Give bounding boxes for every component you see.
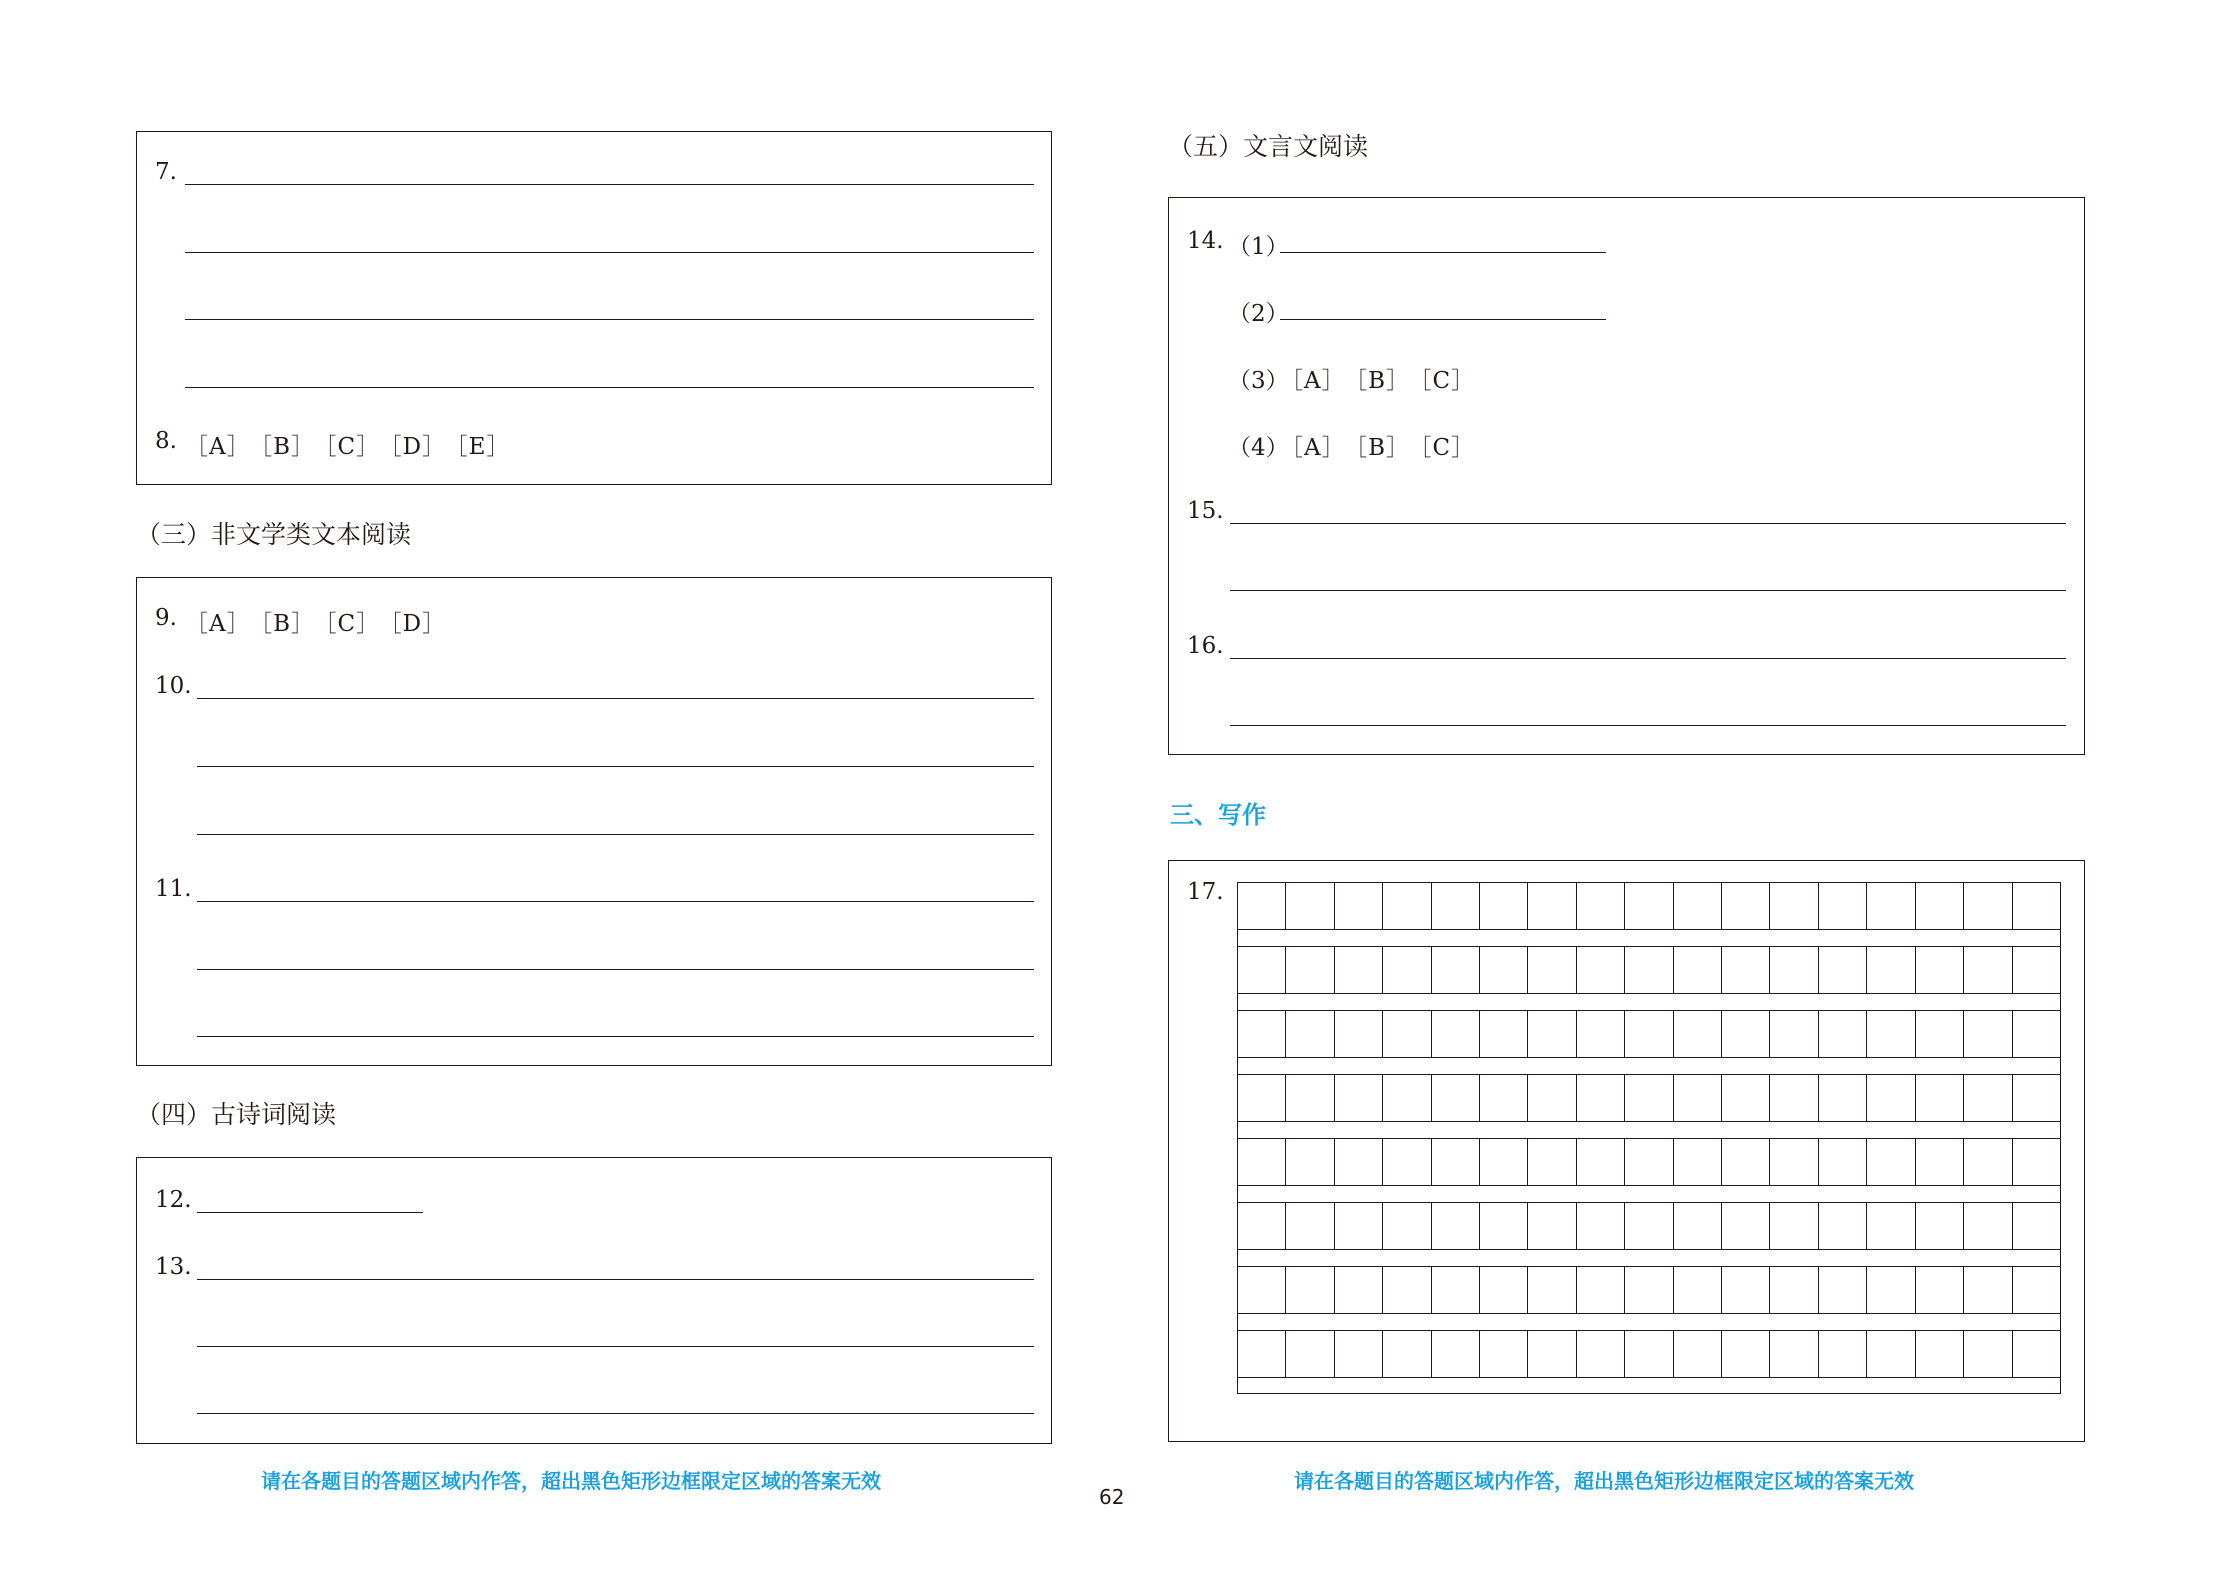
choice-8-d[interactable]: ［D］ xyxy=(390,434,447,460)
grid-cell[interactable] xyxy=(1674,1267,1722,1313)
answer-line-16-2[interactable] xyxy=(1230,725,2066,726)
grid-cell[interactable] xyxy=(1867,1075,1915,1121)
choice-8-c[interactable]: ［C］ xyxy=(325,434,381,460)
grid-cell[interactable] xyxy=(2013,1075,2060,1121)
grid-cell[interactable] xyxy=(1286,1011,1334,1057)
grid-spacer xyxy=(1237,1314,2061,1330)
choice-14-4-a[interactable]: ［A］ xyxy=(1280,435,1346,461)
answer-line-14-1[interactable] xyxy=(1280,252,1606,253)
question-number-15: 15. xyxy=(1187,498,1224,524)
question-number-11: 11. xyxy=(155,876,192,902)
sub-item-14-4: （4） xyxy=(1228,435,1289,461)
choice-group-14-3 xyxy=(1280,362,1485,395)
grid-cell[interactable] xyxy=(1286,1331,1334,1377)
grid-cell[interactable] xyxy=(2013,1267,2060,1313)
answer-line-15-2[interactable] xyxy=(1230,590,2066,591)
grid-cell[interactable] xyxy=(1528,947,1576,993)
grid-cell[interactable] xyxy=(1867,1139,1915,1185)
grid-cell[interactable] xyxy=(1286,947,1334,993)
grid-cell[interactable] xyxy=(1238,1139,1286,1185)
grid-cell[interactable] xyxy=(1722,1075,1770,1121)
grid-spacer xyxy=(1237,1058,2061,1074)
grid-cell[interactable] xyxy=(1674,1075,1722,1121)
grid-cell[interactable] xyxy=(1577,1011,1625,1057)
composition-grid xyxy=(1237,882,2061,1394)
grid-cell[interactable] xyxy=(1625,1011,1673,1057)
grid-cell[interactable] xyxy=(1286,1139,1334,1185)
grid-cell[interactable] xyxy=(1383,1331,1431,1377)
grid-cell[interactable] xyxy=(1432,1331,1480,1377)
grid-cell[interactable] xyxy=(1480,947,1528,993)
answer-box-q9-q11 xyxy=(136,577,1052,1066)
choice-14-3-c[interactable]: ［C］ xyxy=(1420,368,1476,394)
answer-line-11-1[interactable] xyxy=(197,901,1034,902)
grid-spacer xyxy=(1237,1122,2061,1138)
grid-cell[interactable] xyxy=(1770,1011,1818,1057)
answer-box-q14-q16 xyxy=(1168,197,2085,755)
grid-cell[interactable] xyxy=(1867,1331,1915,1377)
grid-spacer xyxy=(1237,994,2061,1010)
grid-spacer xyxy=(1237,1186,2061,1202)
grid-cell[interactable] xyxy=(1286,1075,1334,1121)
grid-row xyxy=(1237,1330,2061,1378)
grid-cell[interactable] xyxy=(1480,1331,1528,1377)
grid-cell[interactable] xyxy=(1625,1331,1673,1377)
grid-cell[interactable] xyxy=(1674,1203,1722,1249)
answer-line-11-3[interactable] xyxy=(197,1036,1034,1037)
grid-cell[interactable] xyxy=(1964,1075,2012,1121)
grid-cell[interactable] xyxy=(2013,947,2060,993)
grid-cell[interactable] xyxy=(1286,883,1334,929)
grid-cell[interactable] xyxy=(1819,1011,1867,1057)
choice-14-4-c[interactable]: ［C］ xyxy=(1420,435,1476,461)
grid-cell[interactable] xyxy=(1722,1267,1770,1313)
grid-cell[interactable] xyxy=(1819,883,1867,929)
answer-line-10-2[interactable] xyxy=(197,766,1034,767)
sub-item-14-2: （2） xyxy=(1228,301,1289,327)
grid-cell[interactable] xyxy=(1722,1011,1770,1057)
grid-cell[interactable] xyxy=(1432,1267,1480,1313)
grid-row xyxy=(1237,946,2061,994)
grid-cell[interactable] xyxy=(1770,1267,1818,1313)
grid-row xyxy=(1237,1266,2061,1314)
grid-cell[interactable] xyxy=(1238,1267,1286,1313)
grid-cell[interactable] xyxy=(1916,1075,1964,1121)
answer-line-13-1[interactable] xyxy=(197,1279,1034,1280)
grid-cell[interactable] xyxy=(1577,1203,1625,1249)
grid-cell[interactable] xyxy=(1528,1331,1576,1377)
grid-spacer xyxy=(1237,1378,2061,1394)
grid-cell[interactable] xyxy=(1770,947,1818,993)
section-title-5: （五）文言文阅读 xyxy=(1168,132,1369,161)
question-number-8: 8. xyxy=(155,428,177,454)
choice-9-c[interactable]: ［C］ xyxy=(325,611,381,637)
answer-line-7-3[interactable] xyxy=(185,319,1034,320)
question-number-16: 16. xyxy=(1187,633,1224,659)
choice-group-14-4 xyxy=(1280,429,1485,462)
grid-cell[interactable] xyxy=(1964,883,2012,929)
grid-cell[interactable] xyxy=(1674,1139,1722,1185)
grid-cell[interactable] xyxy=(1964,1139,2012,1185)
grid-cell[interactable] xyxy=(1722,1139,1770,1185)
sub-item-14-1: （1） xyxy=(1228,234,1289,260)
answer-line-10-3[interactable] xyxy=(197,834,1034,835)
grid-cell[interactable] xyxy=(1819,1139,1867,1185)
grid-cell[interactable] xyxy=(1625,883,1673,929)
answer-line-16-1[interactable] xyxy=(1230,658,2066,659)
grid-cell[interactable] xyxy=(1867,1011,1915,1057)
grid-cell[interactable] xyxy=(1335,1267,1383,1313)
question-number-7: 7. xyxy=(155,159,177,185)
question-number-14: 14. xyxy=(1187,228,1224,254)
choice-9-d[interactable]: ［D］ xyxy=(390,611,447,637)
writing-section-heading: 三、写作 xyxy=(1170,801,1266,829)
grid-cell[interactable] xyxy=(1383,947,1431,993)
choice-14-4-b[interactable]: ［B］ xyxy=(1355,435,1411,461)
grid-cell[interactable] xyxy=(1916,1331,1964,1377)
grid-cell[interactable] xyxy=(1238,1331,1286,1377)
grid-spacer xyxy=(1237,930,2061,946)
grid-cell[interactable] xyxy=(2013,1203,2060,1249)
grid-row xyxy=(1237,1010,2061,1058)
grid-cell[interactable] xyxy=(1335,1011,1383,1057)
choice-9-b[interactable]: ［B］ xyxy=(260,611,316,637)
grid-cell[interactable] xyxy=(1674,1011,1722,1057)
grid-cell[interactable] xyxy=(1722,1331,1770,1377)
grid-cell[interactable] xyxy=(1432,883,1480,929)
grid-cell[interactable] xyxy=(1577,1267,1625,1313)
answer-line-7-1[interactable] xyxy=(185,184,1034,185)
choice-group-8 xyxy=(185,428,520,461)
grid-cell[interactable] xyxy=(1480,1075,1528,1121)
section-title-4: （四）古诗词阅读 xyxy=(136,1100,337,1129)
grid-cell[interactable] xyxy=(1916,1267,1964,1313)
grid-cell[interactable] xyxy=(1577,1331,1625,1377)
grid-cell[interactable] xyxy=(1722,883,1770,929)
grid-cell[interactable] xyxy=(1383,1267,1431,1313)
grid-cell[interactable] xyxy=(1916,1203,1964,1249)
grid-cell[interactable] xyxy=(1383,1139,1431,1185)
grid-cell[interactable] xyxy=(1480,883,1528,929)
answer-line-7-2[interactable] xyxy=(185,252,1034,253)
grid-cell[interactable] xyxy=(1770,1139,1818,1185)
grid-row xyxy=(1237,882,2061,930)
grid-cell[interactable] xyxy=(1335,947,1383,993)
grid-cell[interactable] xyxy=(1432,1011,1480,1057)
grid-cell[interactable] xyxy=(1238,883,1286,929)
grid-cell[interactable] xyxy=(1238,1011,1286,1057)
grid-cell[interactable] xyxy=(1964,1011,2012,1057)
grid-cell[interactable] xyxy=(1528,1075,1576,1121)
grid-cell[interactable] xyxy=(1625,1203,1673,1249)
grid-cell[interactable] xyxy=(1335,883,1383,929)
choice-9-a[interactable]: ［A］ xyxy=(185,611,251,637)
grid-cell[interactable] xyxy=(1819,947,1867,993)
grid-cell[interactable] xyxy=(1964,947,2012,993)
grid-cell[interactable] xyxy=(1480,1203,1528,1249)
grid-cell[interactable] xyxy=(1528,883,1576,929)
grid-cell[interactable] xyxy=(1867,883,1915,929)
grid-cell[interactable] xyxy=(1383,1011,1431,1057)
grid-cell[interactable] xyxy=(1577,1075,1625,1121)
grid-cell[interactable] xyxy=(1335,1075,1383,1121)
answer-line-11-2[interactable] xyxy=(197,969,1034,970)
grid-cell[interactable] xyxy=(1916,883,1964,929)
answer-box-q12-q13 xyxy=(136,1157,1052,1444)
grid-cell[interactable] xyxy=(1770,1331,1818,1377)
grid-cell[interactable] xyxy=(1770,1075,1818,1121)
grid-cell[interactable] xyxy=(1819,1267,1867,1313)
grid-cell[interactable] xyxy=(1916,1139,1964,1185)
grid-cell[interactable] xyxy=(1625,1075,1673,1121)
grid-cell[interactable] xyxy=(1238,1075,1286,1121)
grid-cell[interactable] xyxy=(1480,1267,1528,1313)
footer-notice-left: 请在各题目的答题区域内作答，超出黑色矩形边框限定区域的答案无效 xyxy=(261,1469,881,1493)
question-number-10: 10. xyxy=(155,673,192,699)
sub-item-14-3: （3） xyxy=(1228,368,1289,394)
grid-cell[interactable] xyxy=(1819,1075,1867,1121)
question-number-12: 12. xyxy=(155,1187,192,1213)
grid-cell[interactable] xyxy=(1770,1203,1818,1249)
grid-cell[interactable] xyxy=(1722,1203,1770,1249)
grid-cell[interactable] xyxy=(1238,947,1286,993)
question-number-9: 9. xyxy=(155,605,177,631)
grid-cell[interactable] xyxy=(1964,1267,2012,1313)
grid-cell[interactable] xyxy=(1383,883,1431,929)
section-title-3: （三）非文学类文本阅读 xyxy=(136,520,412,549)
grid-cell[interactable] xyxy=(1528,1203,1576,1249)
grid-cell[interactable] xyxy=(1916,1011,1964,1057)
grid-row xyxy=(1237,1138,2061,1186)
answer-line-7-4[interactable] xyxy=(185,387,1034,388)
grid-cell[interactable] xyxy=(1286,1203,1334,1249)
grid-cell[interactable] xyxy=(1867,1267,1915,1313)
grid-cell[interactable] xyxy=(1964,1203,2012,1249)
grid-cell[interactable] xyxy=(1432,1139,1480,1185)
grid-cell[interactable] xyxy=(1625,1267,1673,1313)
grid-cell[interactable] xyxy=(1335,1331,1383,1377)
grid-cell[interactable] xyxy=(1577,947,1625,993)
footer-notice-right: 请在各题目的答题区域内作答，超出黑色矩形边框限定区域的答案无效 xyxy=(1294,1469,1914,1493)
grid-cell[interactable] xyxy=(1770,883,1818,929)
grid-cell[interactable] xyxy=(1528,1011,1576,1057)
grid-cell[interactable] xyxy=(1867,947,1915,993)
grid-cell[interactable] xyxy=(1383,1203,1431,1249)
grid-cell[interactable] xyxy=(1335,1203,1383,1249)
question-number-17: 17. xyxy=(1187,879,1224,905)
grid-cell[interactable] xyxy=(2013,1011,2060,1057)
grid-cell[interactable] xyxy=(1432,947,1480,993)
grid-cell[interactable] xyxy=(2013,1331,2060,1377)
grid-cell[interactable] xyxy=(1528,1139,1576,1185)
answer-line-13-2[interactable] xyxy=(197,1346,1034,1347)
answer-line-12[interactable] xyxy=(197,1212,423,1213)
grid-cell[interactable] xyxy=(1916,947,1964,993)
grid-cell[interactable] xyxy=(1335,1139,1383,1185)
grid-cell[interactable] xyxy=(1625,947,1673,993)
grid-cell[interactable] xyxy=(1528,1267,1576,1313)
grid-cell[interactable] xyxy=(1964,1331,2012,1377)
grid-cell[interactable] xyxy=(1674,883,1722,929)
grid-cell[interactable] xyxy=(1480,1139,1528,1185)
choice-8-a[interactable]: ［A］ xyxy=(185,434,251,460)
choice-group-9 xyxy=(185,605,456,638)
grid-cell[interactable] xyxy=(1819,1331,1867,1377)
grid-cell[interactable] xyxy=(1625,1139,1673,1185)
question-number-13: 13. xyxy=(155,1254,192,1280)
grid-cell[interactable] xyxy=(1577,1139,1625,1185)
grid-cell[interactable] xyxy=(1722,947,1770,993)
choice-14-3-a[interactable]: ［A］ xyxy=(1280,368,1346,394)
grid-cell[interactable] xyxy=(1238,1203,1286,1249)
grid-cell[interactable] xyxy=(1577,883,1625,929)
grid-cell[interactable] xyxy=(1674,947,1722,993)
grid-cell[interactable] xyxy=(1432,1203,1480,1249)
answer-line-13-3[interactable] xyxy=(197,1413,1034,1414)
grid-spacer xyxy=(1237,1250,2061,1266)
grid-row xyxy=(1237,1074,2061,1122)
choice-14-3-b[interactable]: ［B］ xyxy=(1355,368,1411,394)
choice-8-b[interactable]: ［B］ xyxy=(260,434,316,460)
choice-8-e[interactable]: ［E］ xyxy=(456,434,511,460)
answer-line-14-2[interactable] xyxy=(1280,319,1606,320)
grid-row xyxy=(1237,1202,2061,1250)
grid-cell[interactable] xyxy=(1480,1011,1528,1057)
grid-cell[interactable] xyxy=(1867,1203,1915,1249)
grid-cell[interactable] xyxy=(2013,883,2060,929)
grid-cell[interactable] xyxy=(1674,1331,1722,1377)
grid-cell[interactable] xyxy=(1383,1075,1431,1121)
grid-cell[interactable] xyxy=(2013,1139,2060,1185)
grid-cell[interactable] xyxy=(1432,1075,1480,1121)
grid-cell[interactable] xyxy=(1819,1203,1867,1249)
answer-line-15-1[interactable] xyxy=(1230,523,2066,524)
answer-line-10-1[interactable] xyxy=(197,698,1034,699)
page-number: 62 xyxy=(1099,1485,1125,1509)
grid-cell[interactable] xyxy=(1286,1267,1334,1313)
